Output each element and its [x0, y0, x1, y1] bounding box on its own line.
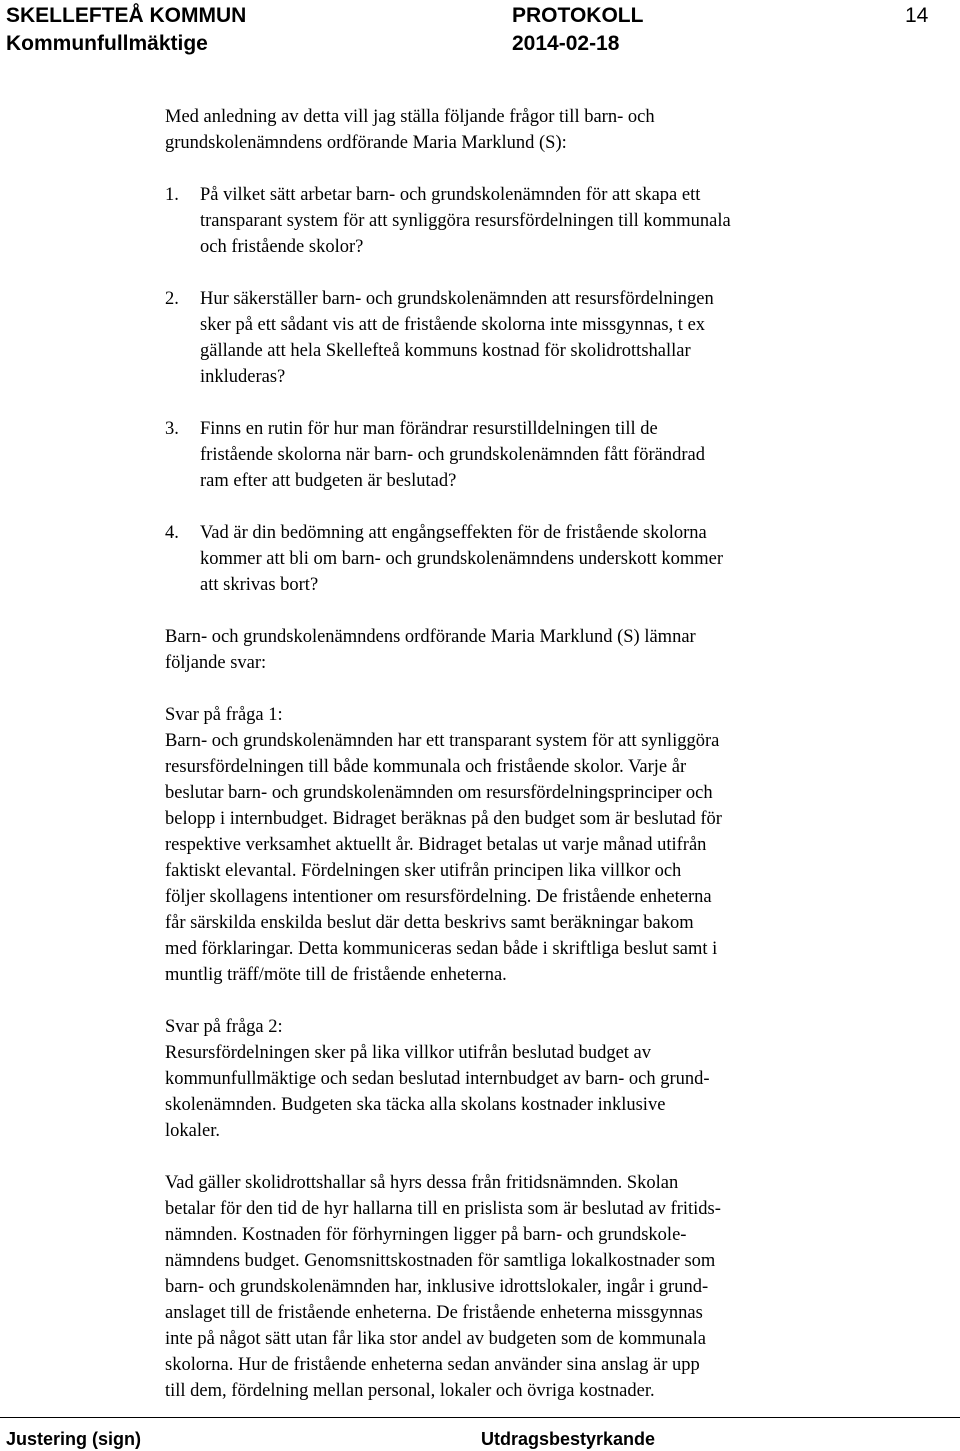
question-item: 1. På vilket sätt arbetar barn- och grundskolenämnden för att skapa ett transparant system för att synliggöra resursfördelningen till kommunala och fristående skolor? — [165, 185, 731, 257]
footer-divider — [0, 1417, 960, 1418]
answer-2-heading: Svar på fråga 2: — [165, 1017, 283, 1037]
header-date: 2014-02-18 — [512, 32, 620, 55]
document-body — [165, 104, 865, 1404]
sports-halls-paragraph: Vad gäller skolidrottshallar så hyrs dessa från fritidsnämnden. Skolan betalar för den tid de hyr hallarna till en prislista som är beslutad av fritids- nämnden. Kostnaden för förhyrningen ligger på barn- och grundskole- nämndens budget. Genomsnittskostnaden för samtliga lokalkostnader som barn- och grundskolenämnden har, inklusive idrottslokaler, ingår i grund- anslaget till de fristående enheterna. De fristående enheterna missgynnas inte på något sätt utan får lika stor andel av budgeten som de kommunala skolorna. Hur de fristående enheterna sedan använder sina anslag är upp till dem, fördelning mellan personal, lokaler och övriga kostnader. — [165, 1173, 721, 1401]
footer-justering: Justering (sign) — [6, 1429, 142, 1449]
question-item: 4. Vad är din bedömning att engångseffekten för de fristående skolorna kommer att bli om barn- och grundskolenämndens underskott kommer att skrivas bort? — [165, 523, 724, 595]
question-item: 3. Finns en rutin för hur man förändrar resurstilldelningen till de fristående skolorna när barn- och grundskolenämnden fått förändrad ram efter att budgeten är beslutad? — [165, 419, 705, 491]
answer-intro-paragraph: Barn- och grundskolenämndens ordförande Maria Marklund (S) lämnar följande svar: — [165, 627, 696, 673]
intro-paragraph: Med anledning av detta vill jag ställa följande frågor till barn- och grundskolenämndens ordförande Maria Marklund (S): — [165, 107, 655, 153]
page-number: 14 — [905, 4, 929, 27]
header-org: SKELLEFTEÅ KOMMUN — [6, 4, 247, 27]
header-doc-type: PROTOKOLL — [512, 4, 644, 27]
footer-utdragsbestyrkande: Utdragsbestyrkande — [481, 1429, 656, 1449]
question-item: 2. Hur säkerställer barn- och grundskolenämnden att resursfördelningen sker på ett sådant vis att de fristående skolorna inte missgynnas, t ex gällande att hela Skellefteå kommuns kostnad för skolidrottshallar inkluderas? — [165, 289, 714, 387]
answer-1-heading: Svar på fråga 1: — [165, 705, 283, 725]
question-list — [165, 182, 865, 598]
answer-2-paragraph: Svar på fråga 2: Resursfördelningen sker på lika villkor utifrån beslutad budget av kommunfullmäktige och sedan beslutad internbudget av barn- och grund- skolenämnden. Budgeten ska täcka alla skolans kostnader inklusive lokaler. — [165, 1017, 710, 1141]
answer-1-paragraph: Svar på fråga 1: Barn- och grundskolenämnden har ett transparant system för att synliggöra resursfördelningen till både kommunala och fristående skolor. Varje år beslutar barn- och grundskolenämnden om resursfördelningsprinciper och belopp i internbudget. Bidraget beräknas på den budget som är beslutad för respektive verksamhet aktuellt år. Bidraget betalas ut varje månad utifrån faktiskt elevantal. Fördelningen sker utifrån principen lika villkor och följer skollagens intentioner om resursfördelning. De fristående enheterna får särskilda enskilda beslut där detta beskrivs samt beräkningar bakom med förklaringar. Detta kommuniceras sedan både i skriftliga beslut samt i muntlig träff/möte till de fristående enheterna. — [165, 705, 722, 985]
header-body: Kommunfullmäktige — [6, 32, 208, 55]
